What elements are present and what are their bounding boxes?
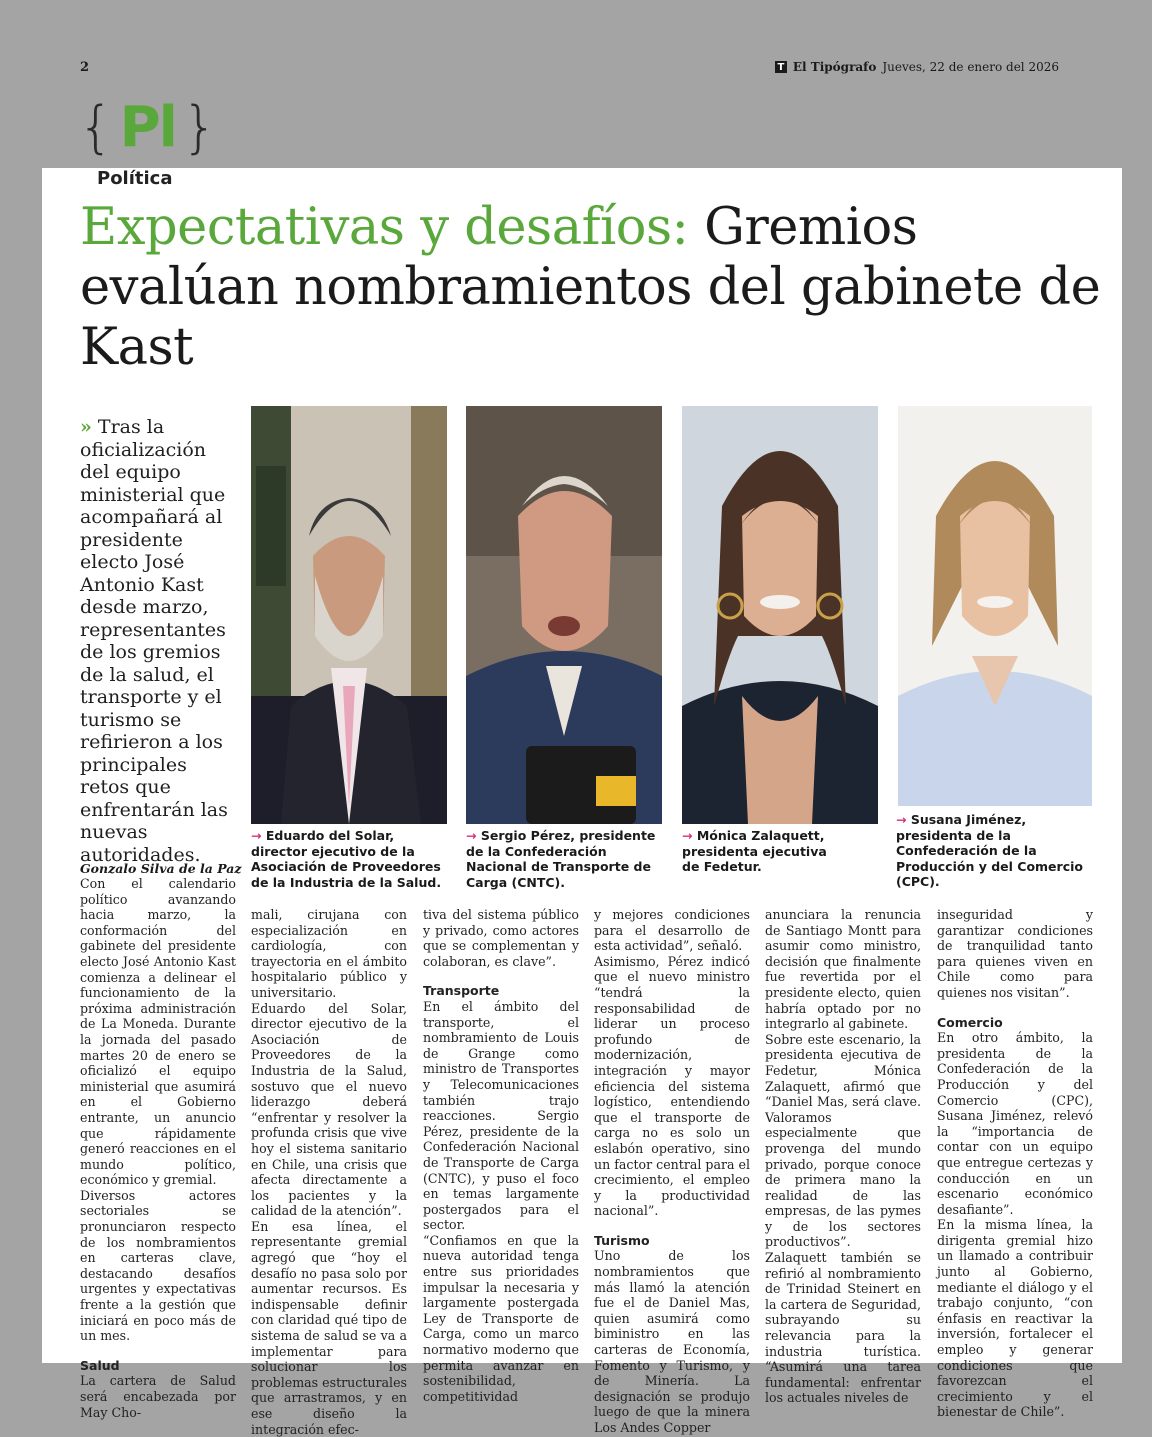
paragraph: y mejores condiciones para el desarrollo de esta actividad”, señaló. [594, 907, 750, 954]
paragraph: Asimismo, Pérez indicó que el nuevo ministro “tendrá la responsabilidad de liderar un proceso profundo de modernización, integración y mayor eficiencia del sistema logístico, entendiendo que el transporte de carga no es solo un eslabón operativo, sino un factor central para el crecimiento, el empleo y la productividad nacional”. [594, 953, 750, 1219]
paragraph: Sobre este escenario, la presidenta ejecutiva de Fedetur, Mónica Zalaquett, afirmó que “Daniel Mas, será clave. Valoramos especialmente que provenga del mundo privado, porque conoce de primera mano la realidad de las empresas, de las pymes y de los sectores productivos”. [765, 1031, 921, 1250]
caption-arrow-icon: → [251, 828, 262, 843]
subheading-transporte: Transporte [423, 983, 500, 999]
photo-monica-zalaquett [682, 406, 878, 824]
caption-eduardo-del-solar [251, 828, 447, 890]
brace-open: { [78, 95, 114, 160]
subheading-salud: Salud [80, 1357, 120, 1373]
paragraph: Eduardo del Solar, director ejecutivo de la Asociación de Proveedores de la Industria de la Salud, sostuvo que el nuevo liderazgo deberá “enfrentar y resolver la profunda crisis que vive hoy el sistema sanitario en Chile, una crisis que afecta directamente a los pacientes y la calidad de la atención”. [251, 1000, 407, 1219]
issue-date: Jueves, 22 de enero del 2026 [882, 60, 1059, 74]
masthead [775, 60, 1059, 74]
paragraph: mali, cirujana con especialización en cardiología, con trayectoria en el ámbito hospitalario público y universitario. [251, 907, 407, 1000]
paragraph: En otro ámbito, la presidenta de la Confederación de la Producción y del Comercio (CPC), Susana Jiménez, relevó la “importancia de contar con un equipo que entregue certezas y conducción en un escenario económico desafiante”. [937, 1030, 1093, 1217]
photo-sergio-perez [466, 406, 662, 824]
article-headline [80, 198, 1120, 378]
caption-arrow-icon: → [896, 812, 907, 827]
byline: Gonzalo Silva de la Paz [80, 861, 242, 876]
caption-text: Eduardo del Solar, director ejecutivo de la Asociación de Proveedores de la Industria de la Salud. [251, 828, 442, 890]
headline-rest: Gremios evalúan nombramientos del gabinete de Kast [80, 198, 1101, 377]
paragraph: anunciara la renuncia de Santiago Montt para asumir como ministro, decisión que finalmente fue revertida por el presidente electo, quien habría optado por no integrarlo al gabinete. [765, 907, 921, 1032]
article-column-1 [80, 876, 236, 1420]
caption-arrow-icon: → [466, 828, 477, 843]
paragraph: Uno de los nombramientos que más llamó la atención fue el de Daniel Mas, quien asumirá como biministro en las carteras de Economía, Fomento y Turismo, y de Minería. La designación se produjo luego de que la minera Los Andes Copper [594, 1248, 750, 1435]
lede-arrow-icon: » [80, 416, 92, 438]
paragraph: “Confiamos en que la nueva autoridad tenga entre sus prioridades impulsar la necesaria y largamente postergada Ley de Transporte de Carga, como un marco normativo moderno que permita avanzar en sostenibilidad, competitividad [423, 1232, 579, 1404]
article-column-2 [251, 907, 407, 1437]
paragraph: tiva del sistema público y privado, como actores que se complementan y colaboran, es clave”. [423, 907, 579, 969]
caption-arrow-icon: → [682, 828, 693, 843]
brace-close: } [181, 95, 218, 160]
section-logo [78, 95, 218, 160]
paragraph: Con el calendario político avanzando hacia marzo, la conformación del gabinete del presidente electo José Antonio Kast comienza a delinear el funcionamiento de la próxima administración de La Moneda. Durante la jornada del pasado martes 20 de enero se oficializó el equipo ministerial que asumirá en el Gobierno entrante, un anuncio que rápidamente generó reacciones en el mundo político, económico y gremial. [80, 876, 236, 1188]
caption-susana-jimenez [896, 812, 1092, 890]
caption-text: Sergio Pérez, presidente de la Confederación Nacional de Transporte de Carga (CNTC). [466, 828, 656, 890]
lede-text: Tras la oficialización del equipo ministerial que acompañará al presidente electo José Antonio Kast desde marzo, representantes de los gremios de la salud, el transporte y el turismo se refirieron a los principales retos que enfrentarán las nuevas autoridades. [80, 416, 228, 866]
article-column-3 [423, 907, 579, 1404]
article-column-4 [594, 907, 750, 1436]
paragraph: En esa línea, el representante gremial agregó que “hoy el desafío no pasa solo por aumentar recursos. Es indispensable definir con claridad qué tipo de sistema de salud se va a implementar para solucionar los problemas estructurales que arrastramos, y en ese diseño la integración efec- [251, 1218, 407, 1437]
photo-eduardo-del-solar [251, 406, 447, 824]
paragraph: En la misma línea, la dirigenta gremial hizo un llamado a contribuir junto al Gobierno, mediante el diálogo y el trabajo conjunto, “con énfasis en reactivar la inversión, fortalecer el empleo y generar condiciones que favorezcan el crecimiento y el bienestar de Chile”. [937, 1217, 1093, 1420]
caption-sergio-perez [466, 828, 662, 890]
paragraph: inseguridad y garantizar condiciones de tranquilidad tanto para quienes viven en Chile como para quienes nos visitan”. [937, 907, 1093, 1000]
newspaper-logo-icon: T [775, 61, 787, 73]
headline-highlight: Expectativas y desafíos: [80, 198, 689, 257]
paragraph: La cartera de Salud será encabezada por May Cho- [80, 1373, 236, 1420]
caption-text: Mónica Zalaquett, presidenta ejecutiva de Fedetur. [682, 828, 827, 874]
article-column-5 [765, 907, 921, 1406]
article-column-6 [937, 907, 1093, 1420]
paragraph: Zalaquett también se refirió al nombramiento de Trinidad Steinert en la cartera de Seguridad, subrayando su relevancia para la industria turística. “Asumirá una tarea fundamental: enfrentar los actuales niveles de [765, 1250, 921, 1406]
paragraph: Diversos actores sectoriales se pronunciaron respecto de los nombramientos en carteras clave, destacando desafíos urgentes y expectativas frente a la gestión que iniciará en poco más de un mes. [80, 1187, 236, 1344]
section-abbreviation: Pl [119, 95, 176, 160]
paragraph: En el ámbito del transporte, el nombramiento de Louis de Grange como ministro de Transportes y Telecomunicaciones también trajo reacciones. Sergio Pérez, presidente de la Confederación Nacional de Transporte de Carga (CNTC), y puso el foco en temas largamente postergados para el sector. [423, 998, 579, 1233]
subheading-turismo: Turismo [594, 1232, 650, 1248]
newspaper-name: El Tipógrafo [792, 60, 877, 74]
photo-susana-jimenez [898, 406, 1092, 806]
caption-text: Susana Jiménez, presidenta de la Confederación de la Producción y del Comercio (CPC). [896, 812, 1083, 889]
article-lede [80, 416, 240, 866]
section-name: Política [97, 168, 173, 189]
subheading-comercio: Comercio [937, 1014, 1003, 1030]
caption-monica-zalaquett [682, 828, 842, 875]
page-number: 2 [80, 60, 90, 75]
